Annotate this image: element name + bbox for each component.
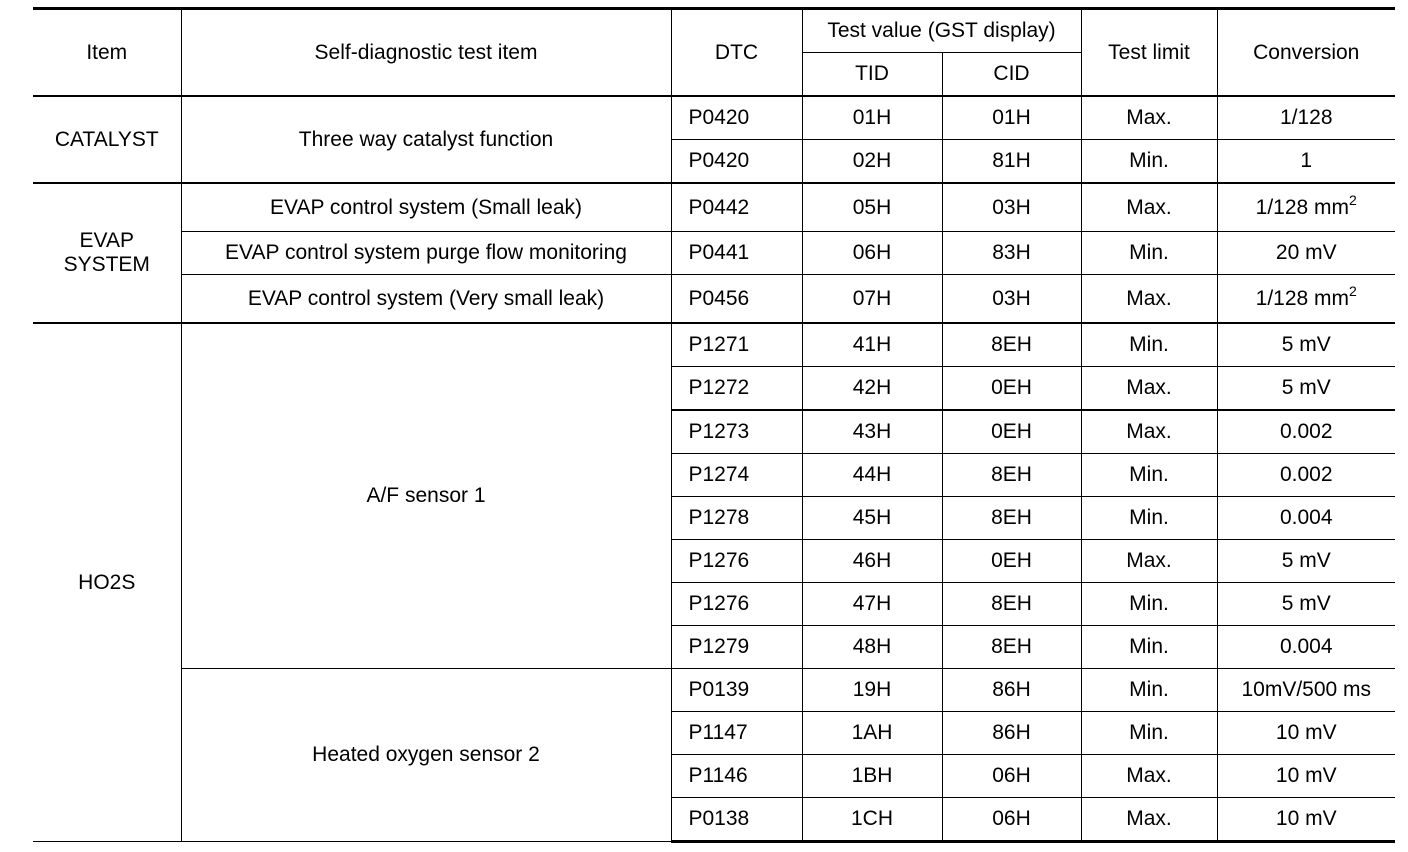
test-limit-cell: Min. <box>1081 669 1217 712</box>
dtc-cell: P0420 <box>671 140 802 184</box>
cid-cell: 01H <box>942 96 1081 140</box>
header-tid: TID <box>802 53 942 97</box>
dtc-cell: P1276 <box>671 583 802 626</box>
tid-cell: 42H <box>802 367 942 411</box>
test-limit-cell: Min. <box>1081 454 1217 497</box>
cid-cell: 0EH <box>942 410 1081 454</box>
conversion-cell: 0.002 <box>1217 454 1395 497</box>
item-catalyst: CATALYST <box>33 96 181 183</box>
test-limit-cell: Max. <box>1081 798 1217 842</box>
cid-cell: 8EH <box>942 626 1081 669</box>
conversion-cell: 0.004 <box>1217 626 1395 669</box>
tid-cell: 43H <box>802 410 942 454</box>
header-self-diagnostic-test-item: Self-diagnostic test item <box>181 9 671 97</box>
cid-cell: 8EH <box>942 323 1081 367</box>
tid-cell: 05H <box>802 183 942 232</box>
dtc-cell: P1147 <box>671 712 802 755</box>
tid-cell: 46H <box>802 540 942 583</box>
conversion-cell: 0.002 <box>1217 410 1395 454</box>
conversion-value: 1/128 mm <box>1255 286 1350 310</box>
test-item-heated-oxygen-sensor-2: Heated oxygen sensor 2 <box>181 669 671 842</box>
test-limit-cell: Min. <box>1081 626 1217 669</box>
conversion-cell: 20 mV <box>1217 232 1395 275</box>
test-limit-cell: Max. <box>1081 367 1217 411</box>
dtc-cell: P0138 <box>671 798 802 842</box>
dtc-cell: P0456 <box>671 275 802 324</box>
test-limit-cell: Max. <box>1081 410 1217 454</box>
conversion-superscript: 2 <box>1349 282 1357 299</box>
tid-cell: 07H <box>802 275 942 324</box>
tid-cell: 45H <box>802 497 942 540</box>
conversion-cell: 10mV/500 ms <box>1217 669 1395 712</box>
cid-cell: 8EH <box>942 583 1081 626</box>
conversion-cell: 5 mV <box>1217 583 1395 626</box>
cid-cell: 03H <box>942 275 1081 324</box>
tid-cell: 02H <box>802 140 942 184</box>
test-item-evap-purge-flow: EVAP control system purge flow monitoring <box>181 232 671 275</box>
dtc-cell: P0441 <box>671 232 802 275</box>
tid-cell: 47H <box>802 583 942 626</box>
cid-cell: 0EH <box>942 540 1081 583</box>
conversion-cell: 0.004 <box>1217 497 1395 540</box>
cid-cell: 83H <box>942 232 1081 275</box>
dtc-cell: P0442 <box>671 183 802 232</box>
header-cid: CID <box>942 53 1081 97</box>
conversion-cell: 10 mV <box>1217 712 1395 755</box>
dtc-cell: P1278 <box>671 497 802 540</box>
tid-cell: 1CH <box>802 798 942 842</box>
dtc-cell: P1271 <box>671 323 802 367</box>
dtc-cell: P1276 <box>671 540 802 583</box>
header-conversion: Conversion <box>1217 9 1395 97</box>
conversion-value: 1/128 mm <box>1255 195 1350 219</box>
item-ho2s: HO2S <box>33 323 181 842</box>
conversion-cell: 5 mV <box>1217 323 1395 367</box>
test-limit-cell: Min. <box>1081 712 1217 755</box>
tid-cell: 19H <box>802 669 942 712</box>
dtc-cell: P1274 <box>671 454 802 497</box>
cid-cell: 8EH <box>942 454 1081 497</box>
test-limit-cell: Min. <box>1081 323 1217 367</box>
conversion-cell: 5 mV <box>1217 540 1395 583</box>
conversion-cell: 5 mV <box>1217 367 1395 411</box>
dtc-cell: P1146 <box>671 755 802 798</box>
test-limit-cell: Max. <box>1081 755 1217 798</box>
conversion-superscript: 2 <box>1349 191 1357 208</box>
test-item-three-way-catalyst: Three way catalyst function <box>181 96 671 183</box>
conversion-cell: 1 <box>1217 140 1395 184</box>
tid-cell: 48H <box>802 626 942 669</box>
tid-cell: 01H <box>802 96 942 140</box>
tid-cell: 1BH <box>802 755 942 798</box>
test-limit-cell: Min. <box>1081 140 1217 184</box>
test-limit-cell: Min. <box>1081 497 1217 540</box>
cid-cell: 86H <box>942 669 1081 712</box>
test-limit-cell: Min. <box>1081 232 1217 275</box>
test-limit-cell: Max. <box>1081 96 1217 140</box>
cid-cell: 81H <box>942 140 1081 184</box>
test-limit-cell: Min. <box>1081 583 1217 626</box>
tid-cell: 44H <box>802 454 942 497</box>
conversion-cell: 1/128 <box>1217 96 1395 140</box>
header-dtc: DTC <box>671 9 802 97</box>
test-item-evap-very-small-leak: EVAP control system (Very small leak) <box>181 275 671 324</box>
test-limit-cell: Max. <box>1081 275 1217 324</box>
dtc-cell: P1279 <box>671 626 802 669</box>
cid-cell: 8EH <box>942 497 1081 540</box>
test-limit-cell: Max. <box>1081 540 1217 583</box>
item-evap-system-label: EVAP SYSTEM <box>63 229 150 276</box>
dtc-cell: P0139 <box>671 669 802 712</box>
tid-cell: 06H <box>802 232 942 275</box>
cid-cell: 86H <box>942 712 1081 755</box>
cid-cell: 0EH <box>942 367 1081 411</box>
dtc-cell: P1272 <box>671 367 802 411</box>
dtc-cell: P1273 <box>671 410 802 454</box>
header-test-limit: Test limit <box>1081 9 1217 97</box>
item-evap-system <box>33 183 181 323</box>
test-value-table <box>33 7 1395 843</box>
conversion-cell <box>1217 183 1395 232</box>
conversion-cell <box>1217 275 1395 324</box>
test-item-evap-small-leak: EVAP control system (Small leak) <box>181 183 671 232</box>
tid-cell: 1AH <box>802 712 942 755</box>
conversion-cell: 10 mV <box>1217 798 1395 842</box>
tid-cell: 41H <box>802 323 942 367</box>
header-test-value: Test value (GST display) <box>802 9 1081 53</box>
dtc-cell: P0420 <box>671 96 802 140</box>
test-item-af-sensor-1: A/F sensor 1 <box>181 323 671 669</box>
cid-cell: 03H <box>942 183 1081 232</box>
cid-cell: 06H <box>942 798 1081 842</box>
test-limit-cell: Max. <box>1081 183 1217 232</box>
conversion-cell: 10 mV <box>1217 755 1395 798</box>
cid-cell: 06H <box>942 755 1081 798</box>
header-item: Item <box>33 9 181 97</box>
